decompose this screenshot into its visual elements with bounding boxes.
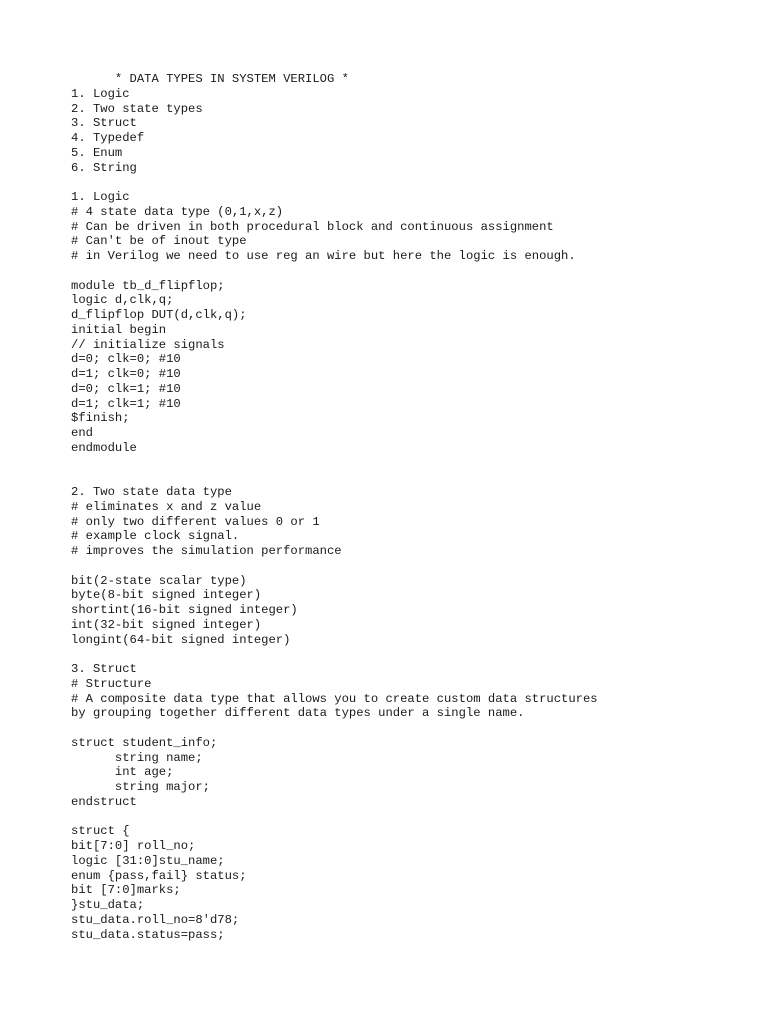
document-line: bit [7:0]marks;: [71, 883, 181, 898]
document-line: # Can't be of inout type: [71, 234, 247, 249]
document-line: // initialize signals: [71, 337, 225, 352]
document-line: 3. Struct: [71, 116, 137, 131]
document-line: # in Verilog we need to use reg an wire but here the logic is enough.: [71, 249, 576, 263]
document-line: $finish;: [71, 411, 130, 426]
document-line: 5. Enum: [71, 145, 123, 160]
document-line: logic [31:0]stu_name;: [71, 853, 225, 868]
document-line: 6. String: [71, 160, 137, 175]
document-text: [71, 72, 598, 942]
document-line: 3. Struct: [71, 662, 137, 676]
document-line: string major;: [71, 780, 210, 794]
document-line: # improves the simulation performance: [71, 544, 342, 558]
document-line: stu_data.roll_no=8'd78;: [71, 912, 240, 927]
document-line: logic d,clk,q;: [71, 293, 174, 308]
document-line: endstruct: [71, 794, 137, 809]
document-line: d_flipflop DUT(d,clk,q);: [71, 308, 247, 322]
document-line: # example clock signal.: [71, 529, 240, 544]
document-line: bit[7:0] roll_no;: [71, 839, 196, 853]
document-line: d=0; clk=1; #10: [71, 381, 181, 396]
document-line: struct student_info;: [71, 735, 218, 750]
document-line: int(32-bit signed integer): [71, 617, 262, 632]
document-line: int age;: [71, 765, 174, 780]
document-line: d=1; clk=1; #10: [71, 396, 181, 411]
document-line: string name;: [71, 750, 203, 765]
document-line: 1. Logic: [71, 86, 130, 101]
document-line: [71, 175, 598, 190]
document-line: end: [71, 426, 93, 440]
document-line: [71, 456, 598, 471]
document-line: 2. Two state data type: [71, 485, 232, 499]
document-line: 2. Two state types: [71, 101, 203, 116]
document-line: # A composite data type that allows you to create custom data structures: [71, 691, 598, 706]
document-line: }stu_data;: [71, 898, 145, 912]
document-line: 4. Typedef: [71, 131, 145, 145]
document-line: module tb_d_flipflop;: [71, 278, 225, 293]
document-line: longint(64-bit signed integer): [71, 632, 291, 647]
document-line: [71, 559, 598, 574]
document-line: by grouping together different data types under a single name.: [71, 706, 525, 721]
document-line: # 4 state data type (0,1,x,z): [71, 204, 284, 219]
document-line: shortint(16-bit signed integer): [71, 603, 298, 617]
document-line: [71, 647, 598, 662]
document-line: endmodule: [71, 440, 137, 455]
document-line: stu_data.status=pass;: [71, 927, 225, 942]
document-line: # only two different values 0 or 1: [71, 514, 320, 529]
document-line: [71, 470, 598, 485]
document-line: # Can be driven in both procedural block and continuous assignment: [71, 219, 554, 234]
document-line: enum {pass,fail} status;: [71, 868, 247, 883]
document-line: bit(2-state scalar type): [71, 573, 247, 588]
document-line: struct {: [71, 824, 130, 839]
document-line: byte(8-bit signed integer): [71, 588, 262, 603]
document-line: d=1; clk=0; #10: [71, 367, 181, 381]
document-line: [71, 721, 598, 736]
document-line: [71, 810, 598, 825]
document-line: * DATA TYPES IN SYSTEM VERILOG *: [71, 72, 349, 86]
document-line: initial begin: [71, 322, 167, 337]
document-line: [71, 264, 598, 279]
document-line: # eliminates x and z value: [71, 499, 262, 514]
document-line: # Structure: [71, 676, 152, 691]
document-line: d=0; clk=0; #10: [71, 352, 181, 367]
document-line: 1. Logic: [71, 190, 130, 204]
